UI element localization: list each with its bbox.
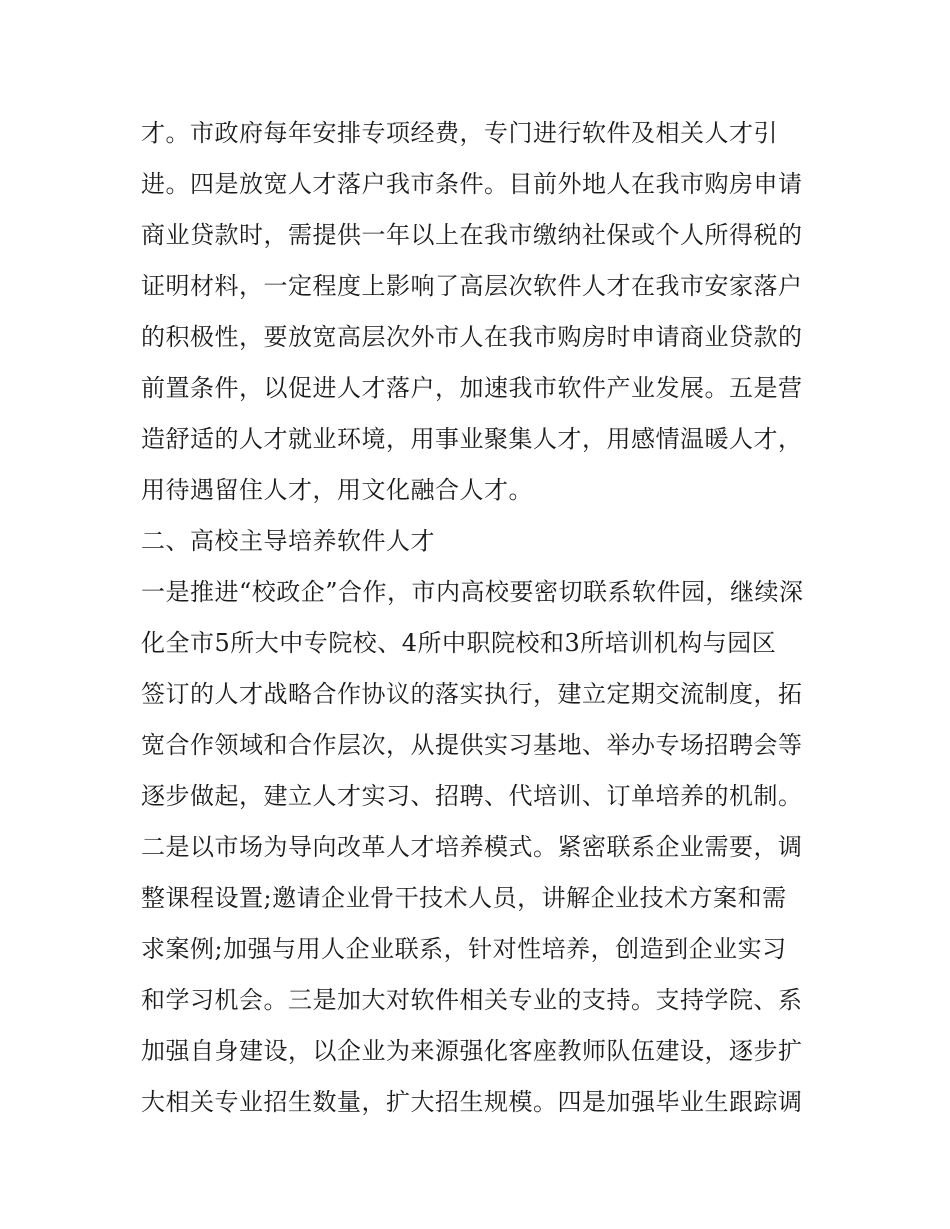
text-line: 化全市5所大中专院校、4所中职院校和3所培训机构与园区	[141, 629, 777, 657]
text-line: 前置条件，以促进人才落户，加速我市软件产业发展。五是营	[141, 374, 803, 402]
text-line: 大相关专业招生数量，扩大招生规模。四是加强毕业生跟踪调	[141, 1088, 803, 1116]
text-line: 商业贷款时，需提供一年以上在我市缴纳社保或个人所得税的	[141, 221, 803, 249]
text-line: 造舒适的人才就业环境，用事业聚集人才，用感情温暖人才，	[141, 425, 803, 453]
text-line: 才。市政府每年安排专项经费，专门进行软件及相关人才引	[141, 119, 778, 147]
text-line: 求案例;加强与用人企业联系，针对性培养，创造到企业实习	[141, 935, 787, 963]
text-line: 二是以市场为导向改革人才培养模式。紧密联系企业需要，调	[141, 833, 803, 861]
text-line: 的积极性，要放宽高层次外市人在我市购房时申请商业贷款的	[141, 323, 803, 351]
text-line: 进。四是放宽人才落户我市条件。目前外地人在我市购房申请	[141, 170, 803, 198]
section-heading: 二、高校主导培养软件人才	[141, 527, 435, 555]
text-line: 用待遇留住人才，用文化融合人才。	[141, 476, 533, 504]
text-line: 宽合作领域和合作层次，从提供实习基地、举办专场招聘会等	[141, 731, 803, 759]
text-line: 逐步做起，建立人才实习、招聘、代培训、订单培养的机制。	[141, 782, 803, 810]
body-text	[141, 108, 821, 1128]
text-line: 证明材料，一定程度上影响了高层次软件人才在我市安家落户	[141, 272, 803, 300]
text-line: 一是推进“校政企”合作，市内高校要密切联系软件园，继续深	[141, 578, 804, 606]
text-line: 和学习机会。三是加大对软件相关专业的支持。支持学院、系	[141, 986, 803, 1014]
text-line: 整课程设置;邀请企业骨干技术人员，讲解企业技术方案和需	[141, 884, 787, 912]
text-line: 签订的人才战略合作协议的落实执行，建立定期交流制度，拓	[141, 680, 803, 708]
text-line: 加强自身建设，以企业为来源强化客座教师队伍建设，逐步扩	[141, 1037, 803, 1065]
